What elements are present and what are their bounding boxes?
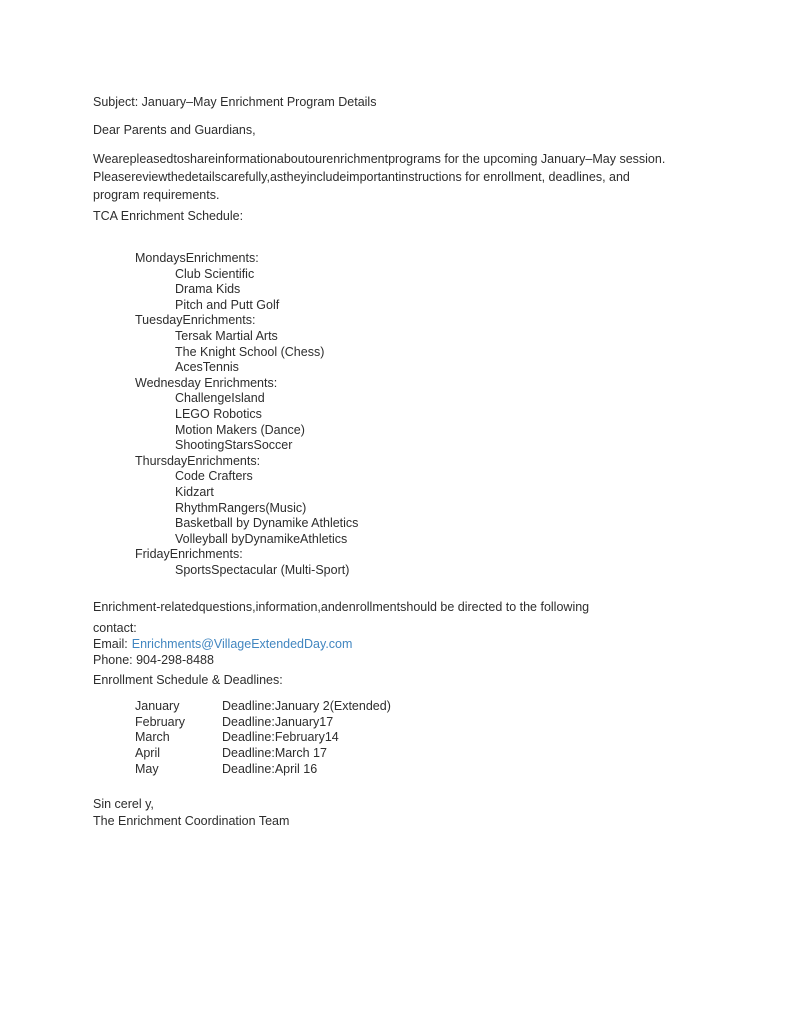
activity-item: Tersak Martial Arts: [175, 328, 278, 343]
signoff-line: Sin cerel y,: [93, 797, 154, 812]
activity-item: SportsSpectacular (Multi-Sport): [175, 562, 350, 577]
day-label: FridayEnrichments:: [135, 547, 243, 562]
activity-item: Club Scientific: [175, 266, 255, 281]
intro-paragraph: [93, 150, 703, 204]
contact-section: [93, 599, 703, 668]
day-label: MondaysEnrichments:: [135, 251, 259, 265]
deadline-table: [135, 699, 703, 777]
subject-line: Subject: January–May Enrichment Program Details: [93, 95, 377, 109]
deadlines-heading: Enrollment Schedule & Deadlines:: [93, 673, 283, 688]
email-label: Email:: [93, 637, 128, 652]
enrichment-schedule: [93, 251, 703, 578]
closing-section: [93, 796, 703, 830]
email-link[interactable]: Enrichments@VillageExtendedDay.com: [131, 637, 353, 652]
deadline-row: [135, 715, 703, 731]
activity-item: Basketball by Dynamike Athletics: [175, 516, 359, 531]
activity-item: Motion Makers (Dance): [175, 422, 305, 437]
deadline-value: Deadline:April 16: [222, 761, 318, 776]
deadline-value: Deadline:February14: [222, 730, 339, 745]
activity-item: LEGO Robotics: [175, 406, 262, 421]
day-label: TuesdayEnrichments:: [135, 313, 256, 328]
activity-item: ShootingStarsSoccer: [175, 438, 293, 453]
deadline-row: [135, 762, 703, 778]
schedule-day-group: [93, 547, 703, 578]
letter-body: [93, 94, 703, 830]
schedule-heading: TCA Enrichment Schedule:: [93, 209, 244, 223]
email-line: [93, 637, 703, 653]
schedule-day-group: [93, 313, 703, 375]
contact-intro-line: contact:: [93, 621, 137, 636]
deadline-row: [135, 746, 703, 762]
activity-item: ChallengeIsland: [175, 391, 265, 406]
activity-item: RhythmRangers(Music): [175, 500, 307, 515]
deadline-value: Deadline:January17: [222, 714, 334, 729]
deadline-value: Deadline:January 2(Extended): [222, 699, 391, 714]
intro-line: Wearepleasedtoshareinformationaboutourenrichmentprograms for the upcoming January–May session.: [93, 152, 666, 166]
deadline-value: Deadline:March 17: [222, 746, 327, 761]
deadline-month: April: [135, 746, 161, 761]
deadline-row: [135, 699, 703, 715]
deadline-row: [135, 730, 703, 746]
activity-item: Kidzart: [175, 484, 214, 499]
day-label: ThursdayEnrichments:: [135, 453, 261, 468]
activity-item: Volleyball byDynamikeAthletics: [175, 531, 348, 546]
deadline-month: March: [135, 730, 170, 745]
greeting-line: Dear Parents and Guardians,: [93, 123, 256, 137]
intro-line: Pleasereviewthedetailscarefully,astheyincludeimportantinstructions for enrollment, deadlines, and: [93, 170, 630, 184]
schedule-day-group: [93, 251, 703, 313]
activity-item: Pitch and Putt Golf: [175, 297, 280, 312]
team-line: The Enrichment Coordination Team: [93, 814, 290, 829]
intro-line: program requirements.: [93, 188, 220, 202]
phone-line: Phone: 904-298-8488: [93, 652, 214, 667]
schedule-day-group: [93, 454, 703, 548]
schedule-day-group: [93, 376, 703, 454]
day-label: Wednesday Enrichments:: [135, 375, 278, 390]
deadline-month: May: [135, 761, 159, 776]
activity-item: Drama Kids: [175, 282, 241, 297]
activity-item: The Knight School (Chess): [175, 344, 325, 359]
activity-item: Code Crafters: [175, 469, 253, 484]
activity-item: AcesTennis: [175, 360, 239, 375]
deadline-month: January: [135, 699, 180, 714]
contact-intro-line: Enrichment-relatedquestions,information,andenrollmentshould be directed to the following: [93, 600, 590, 615]
deadline-month: February: [135, 714, 186, 729]
